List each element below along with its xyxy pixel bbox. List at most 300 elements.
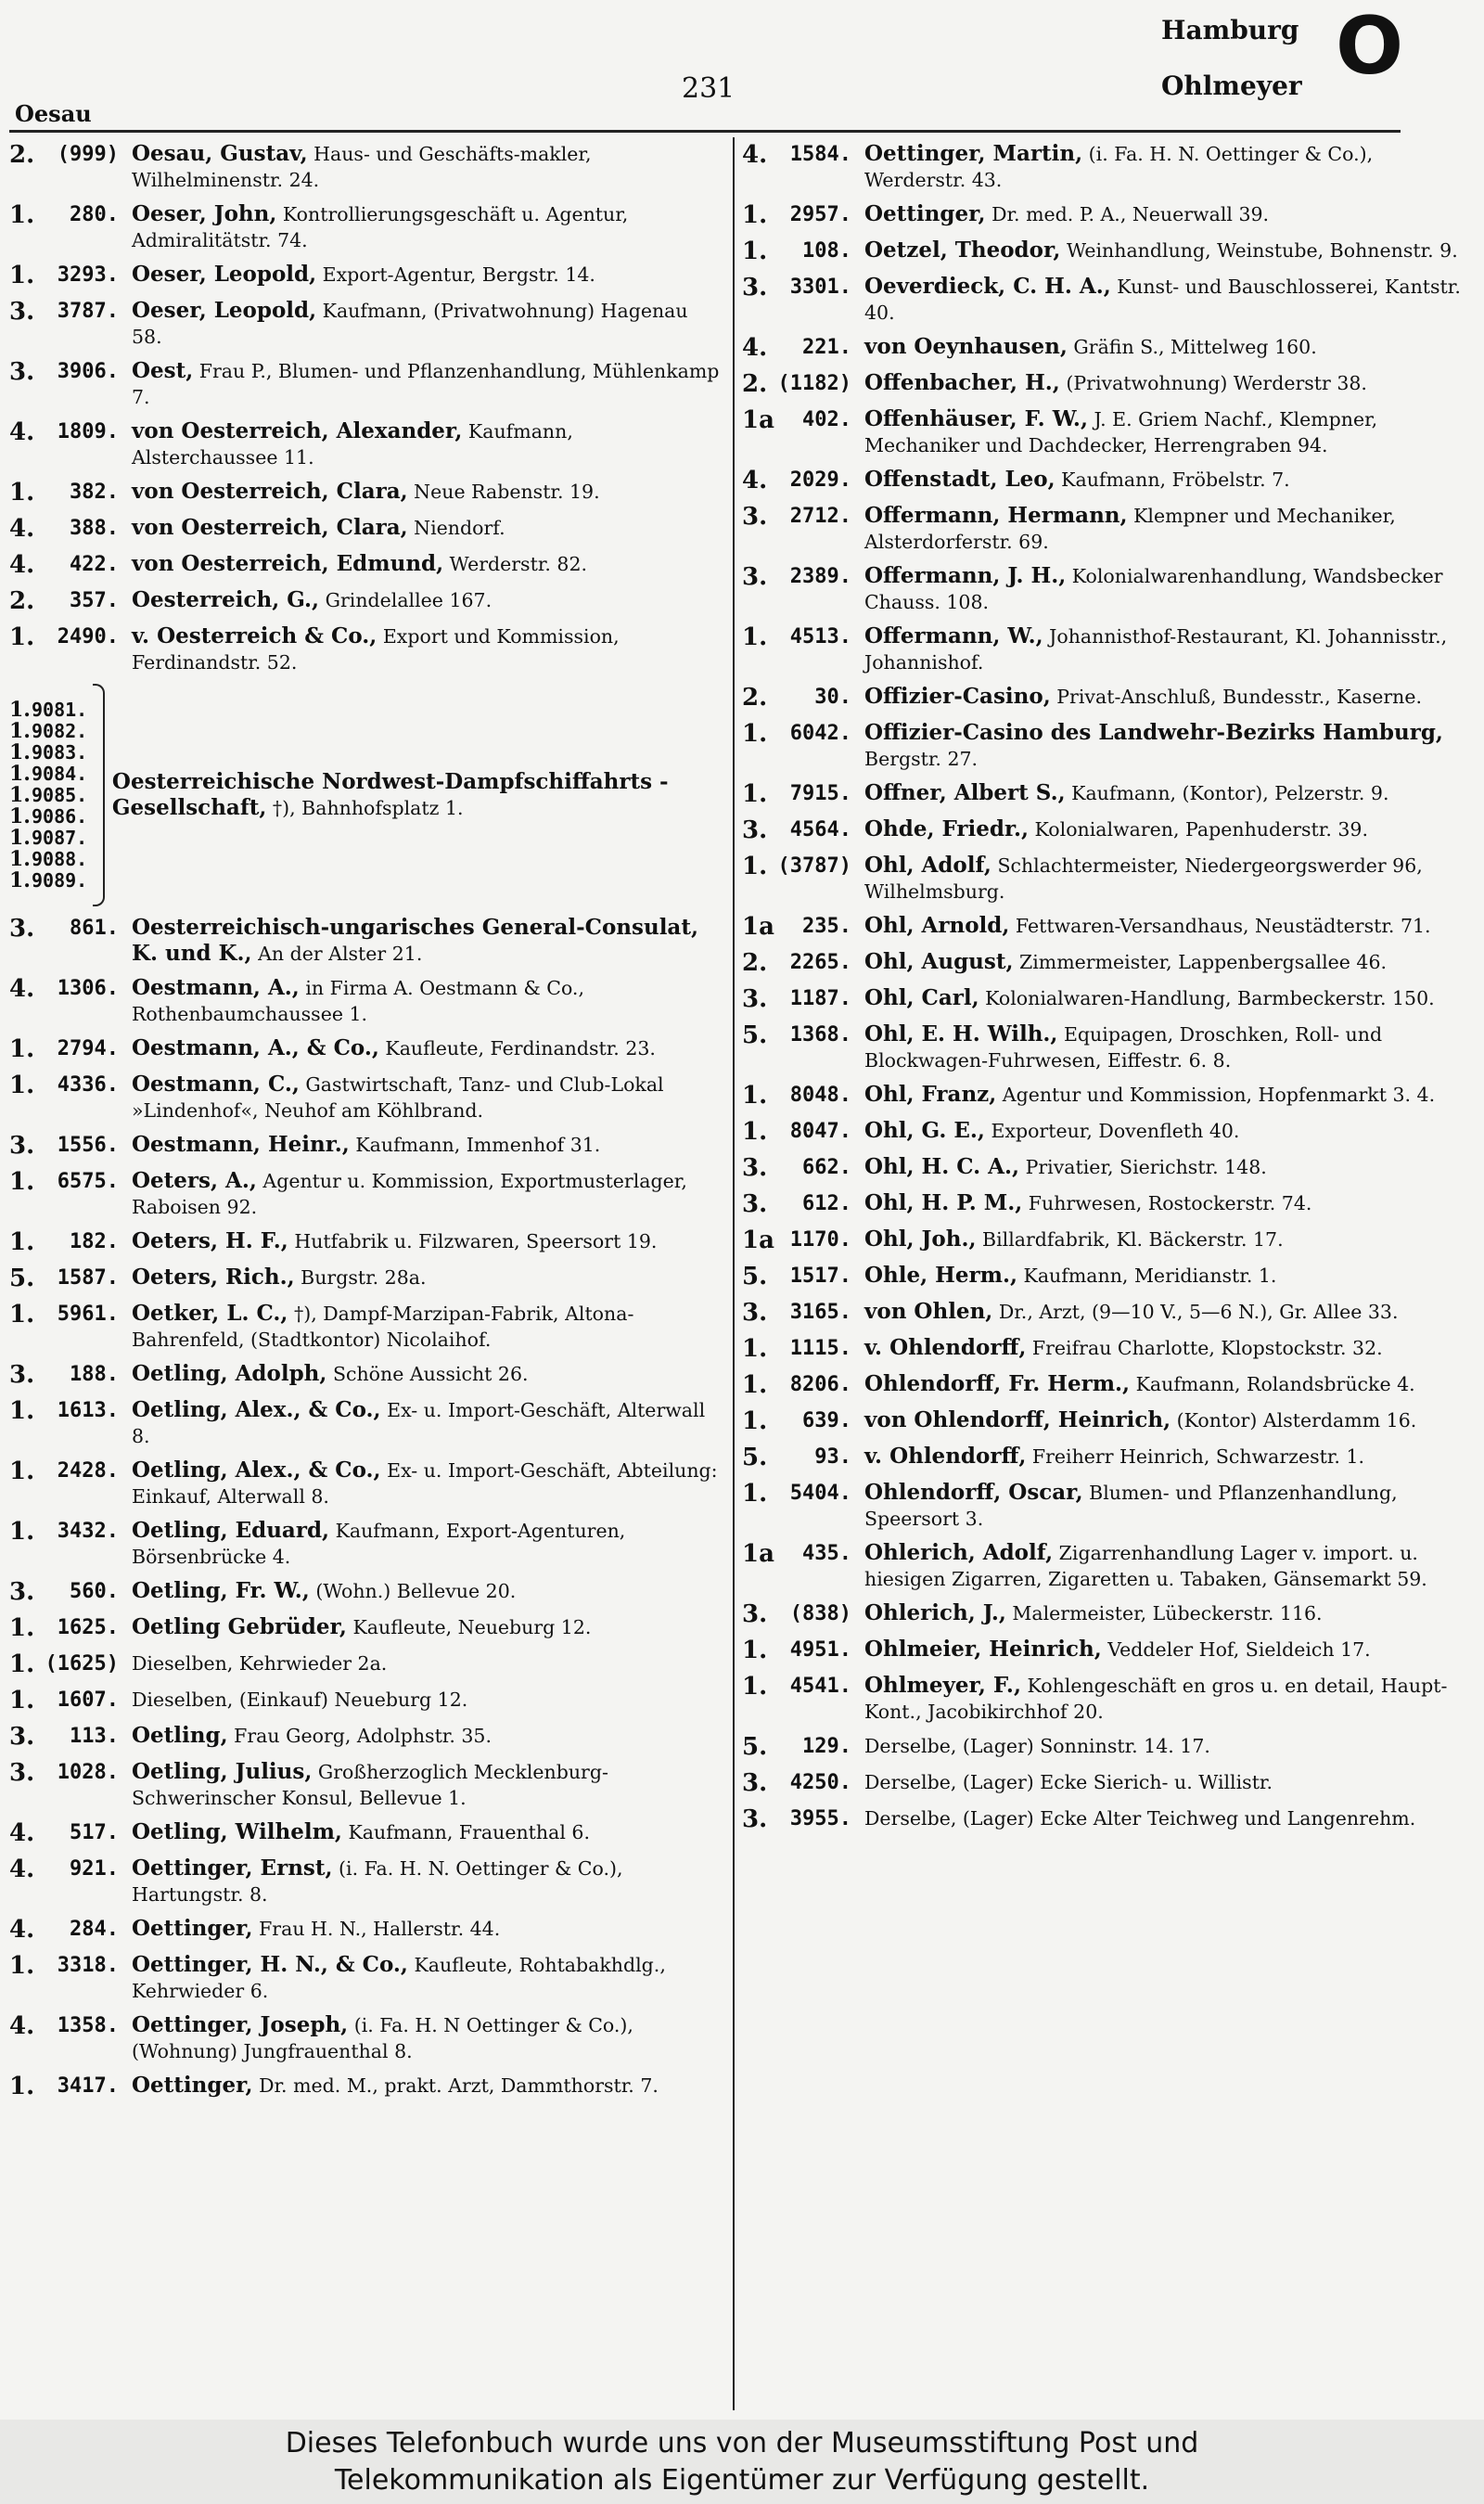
entry-name: Oettinger, Joseph, — [132, 2012, 349, 2037]
grouped-number-class: 1. — [9, 761, 31, 786]
entry-name: von Oesterreich, Clara, — [132, 479, 408, 504]
grouped-number: 9088. — [32, 847, 88, 870]
entry-number: 517. — [70, 1821, 119, 1844]
entry-body — [864, 1154, 1475, 1180]
entry-number: 7915. — [789, 782, 851, 805]
entry-body — [132, 623, 723, 675]
entry-name: Offizier-Casino des Landwehr-Bezirks Hamburg, — [864, 720, 1443, 745]
directory-entry — [742, 1733, 1475, 1761]
entry-number: 235. — [802, 915, 851, 938]
entry-detail: Fuhrwesen, Rostockerstr. 74. — [1028, 1192, 1312, 1214]
entry-detail: Veddeler Hof, Sieldeich 17. — [1107, 1638, 1371, 1661]
entry-body — [864, 201, 1475, 227]
entry-body — [864, 623, 1475, 675]
entry-detail: Kaufmann, Immenhof 31. — [355, 1134, 601, 1156]
entry-name: v. Oesterreich & Co., — [132, 623, 377, 648]
entry-class: 3. — [742, 985, 768, 1013]
entry-body — [864, 503, 1475, 555]
entry-number: 3293. — [57, 263, 119, 287]
directory-entry — [742, 1600, 1475, 1628]
directory-entry — [742, 720, 1475, 772]
entry-name: Oetling, — [132, 1723, 228, 1748]
entry-number: 560. — [70, 1580, 119, 1603]
entry-detail: Agentur und Kommission, Hopfenmarkt 3. 4. — [1002, 1084, 1436, 1106]
entry-number: 8047. — [789, 1120, 851, 1143]
entry-body — [864, 1637, 1475, 1663]
entry-class: 5. — [742, 1444, 768, 1471]
entry-detail: Hutfabrik u. Filzwaren, Speersort 19. — [294, 1230, 658, 1252]
entry-name: Ohl, H. P. M., — [864, 1190, 1023, 1215]
entry-name: Oettinger, Ernst, — [132, 1856, 333, 1881]
entry-body — [132, 1457, 723, 1509]
entry-name: Oetling, Eduard, — [132, 1518, 330, 1543]
entry-class: 1. — [742, 1082, 768, 1110]
entry-number: 357. — [70, 589, 119, 612]
entry-detail: Kaufmann, Rolandsbrücke 4. — [1135, 1373, 1415, 1395]
entry-name: Ohl, H. C. A., — [864, 1154, 1020, 1179]
directory-entry — [9, 1132, 723, 1160]
entry-number: 861. — [70, 917, 119, 940]
entry-detail: Kaufmann, Meridianstr. 1. — [1023, 1265, 1277, 1287]
entry-name: Oetling Gebrüder, — [132, 1614, 347, 1639]
grouped-number: 9087. — [32, 826, 88, 849]
header-city: Hamburg — [1161, 15, 1299, 45]
entry-number: (3787) — [777, 854, 851, 878]
entry-number: 2957. — [789, 203, 851, 226]
grouped-entry-detail: †), Bahnhofsplatz 1. — [272, 797, 464, 819]
entry-body — [132, 1132, 723, 1158]
entry-number: (838) — [789, 1602, 851, 1625]
entry-detail: Kohlengeschäft en gros u. en detail, Haupt-Kont., Jacobikirchhof 20. — [864, 1675, 1448, 1723]
entry-body — [864, 1021, 1475, 1073]
entry-detail: An der Alster 21. — [258, 943, 423, 965]
entry-body — [864, 1371, 1475, 1397]
entry-detail: (Kontor) Alsterdamm 16. — [1176, 1409, 1417, 1432]
entry-number: 3301. — [789, 276, 851, 299]
entry-class: 1. — [9, 1952, 35, 1980]
entry-body — [132, 201, 723, 253]
directory-entry — [9, 1687, 723, 1714]
entry-body — [132, 1228, 723, 1254]
directory-entry — [742, 1335, 1475, 1363]
entry-name: Oeser, Leopold, — [132, 298, 317, 323]
directory-entry — [742, 1226, 1475, 1254]
entry-class: 1. — [9, 2073, 35, 2100]
directory-entry — [9, 1819, 723, 1847]
entry-class: 1. — [742, 1673, 768, 1701]
grouped-number: 9089. — [32, 868, 88, 892]
directory-entry — [9, 1457, 723, 1509]
right-column — [742, 141, 1475, 1842]
entry-number: 4564. — [789, 818, 851, 841]
entry-class: 1. — [9, 623, 35, 651]
entry-name: Ohlerich, Adolf, — [864, 1540, 1054, 1565]
directory-entry — [742, 684, 1475, 712]
directory-entry — [9, 1228, 723, 1256]
directory-entry — [9, 298, 723, 350]
entry-number: 639. — [802, 1409, 851, 1432]
entry-class: 1. — [742, 720, 768, 748]
footer-line-1: Dieses Telefonbuch wurde uns von der Museumsstiftung Post und — [285, 2427, 1199, 2459]
entry-body — [132, 1614, 723, 1640]
entry-body — [864, 406, 1475, 458]
entry-detail: Ex- u. Import-Geschäft, Alterwall 8. — [132, 1399, 706, 1447]
entry-number: 284. — [70, 1918, 119, 1941]
entry-body — [132, 2073, 723, 2099]
entry-body — [864, 985, 1475, 1011]
directory-entry — [9, 1072, 723, 1124]
directory-entry — [9, 1856, 723, 1907]
entry-name: Oettinger, — [132, 1916, 253, 1941]
entry-body — [864, 334, 1475, 360]
entry-name: Oestmann, A., & Co., — [132, 1035, 379, 1060]
entry-name: von Ohlendorff, Heinrich, — [864, 1407, 1171, 1432]
entry-detail: Großherzoglich Mecklenburg-Schwerinscher Konsul, Bellevue 1. — [132, 1761, 608, 1809]
entry-detail: Derselbe, (Lager) Ecke Alter Teichweg und Langenrehm. — [864, 1807, 1416, 1830]
entry-body — [864, 1335, 1475, 1361]
directory-entry — [9, 915, 723, 967]
entry-class: 4. — [9, 975, 35, 1003]
entry-number: 388. — [70, 517, 119, 540]
entry-body — [132, 1952, 723, 2004]
entry-number: 1517. — [789, 1265, 851, 1288]
entry-body — [864, 1600, 1475, 1626]
entry-detail: Fettwaren-Versandhaus, Neustädterstr. 71. — [1015, 915, 1431, 937]
grouped-number: 9082. — [32, 719, 88, 742]
entry-body — [132, 551, 723, 577]
directory-entry — [9, 1614, 723, 1642]
entry-class: 2. — [742, 949, 768, 977]
entry-class: 3. — [9, 358, 35, 386]
entry-class: 1. — [742, 780, 768, 808]
entry-detail: Schöne Aussicht 26. — [332, 1363, 529, 1385]
entry-class: 3. — [742, 1299, 768, 1327]
entry-detail: Werderstr. 82. — [449, 553, 587, 575]
entry-class: 1. — [742, 1335, 768, 1363]
entry-body — [132, 1265, 723, 1291]
grouped-number-class: 1. — [9, 825, 31, 850]
entry-class: 3. — [742, 1805, 768, 1833]
grouped-numbers — [9, 697, 88, 892]
directory-entry — [742, 1540, 1475, 1592]
grouped-number-class: 1. — [9, 739, 31, 764]
entry-class: 3. — [742, 274, 768, 302]
entry-number: 1358. — [57, 2014, 119, 2037]
directory-entry — [742, 853, 1475, 905]
entry-detail: Dieselben, Kehrwieder 2a. — [132, 1652, 388, 1675]
entry-class: 1. — [9, 262, 35, 289]
curly-brace — [93, 684, 105, 906]
entry-detail: (i. Fa. H. N Oettinger & Co.), (Wohnung) Jungfrauenthal 8. — [132, 2014, 633, 2062]
entry-class: 3. — [742, 816, 768, 844]
entry-name: Oestmann, C., — [132, 1072, 300, 1097]
entry-class: 1a — [742, 1226, 774, 1254]
entry-class: 4. — [742, 334, 768, 362]
directory-entry — [9, 262, 723, 289]
entry-class: 1. — [742, 1637, 768, 1664]
entry-name: Oeters, A., — [132, 1168, 257, 1193]
directory-entry — [742, 1444, 1475, 1471]
entry-class: 1. — [9, 201, 35, 229]
entry-name: Oetzel, Theodor, — [864, 238, 1061, 263]
entry-detail: Johannisthof-Restaurant, Kl. Johannisstr., Johannishof. — [864, 625, 1448, 674]
directory-entry — [9, 623, 723, 675]
entry-body — [132, 515, 723, 541]
page-number: 231 — [682, 72, 736, 105]
entry-class: 1. — [9, 1650, 35, 1678]
entry-number: 422. — [70, 553, 119, 576]
entry-detail: in Firma A. Oestmann & Co., Rothenbaumchaussee 1. — [132, 977, 584, 1025]
entry-class: 2. — [9, 587, 35, 615]
grouped-number-row — [9, 761, 88, 786]
directory-entry — [9, 1168, 723, 1220]
entry-detail: Dr. med. M., prakt. Arzt, Dammthorstr. 7. — [259, 2074, 659, 2097]
entry-detail: Ex- u. Import-Geschäft, Abteilung: Einkauf, Alterwall 8. — [132, 1459, 718, 1508]
entry-detail: Gastwirtschaft, Tanz- und Club-Lokal »Lindenhof«, Neuhof am Köhlbrand. — [132, 1073, 664, 1122]
grouped-number-class: 1. — [9, 718, 31, 743]
entry-class: 3. — [742, 1154, 768, 1182]
entry-number: 108. — [802, 239, 851, 263]
entry-detail: Frau H. N., Hallerstr. 44. — [259, 1918, 501, 1940]
entry-name: Ohl, E. H. Wilh., — [864, 1021, 1058, 1047]
entry-number: 1368. — [789, 1023, 851, 1047]
entry-class: 1. — [9, 479, 35, 507]
entry-class: 1. — [742, 1371, 768, 1399]
directory-entry — [742, 563, 1475, 615]
directory-entry — [742, 1118, 1475, 1146]
entry-body — [132, 587, 723, 613]
entry-number: 2265. — [789, 951, 851, 974]
directory-entry — [9, 1916, 723, 1944]
entry-detail: Frau P., Blumen- und Pflanzenhandlung, Mühlenkamp 7. — [132, 360, 720, 408]
footer-notice — [0, 2420, 1484, 2504]
header-left-term: Oesau — [15, 100, 92, 127]
entry-number: 6575. — [57, 1170, 119, 1193]
entry-class: 4. — [9, 551, 35, 579]
entry-number: 1028. — [57, 1761, 119, 1784]
entry-body — [864, 274, 1475, 326]
entry-body — [864, 1805, 1475, 1831]
entry-name: Oestmann, A., — [132, 975, 300, 1000]
grouped-number: 9084. — [32, 762, 88, 785]
entry-detail: Kolonialwarenhandlung, Wandsbecker Chauss. 108. — [864, 565, 1443, 613]
entry-name: von Ohlen, — [864, 1299, 993, 1324]
entry-number: 182. — [70, 1230, 119, 1253]
entry-name: Oetling, Adolph, — [132, 1361, 327, 1386]
entry-class: 1. — [9, 1457, 35, 1485]
entry-name: Ohl, Adolf, — [864, 853, 991, 878]
entry-name: Offenstadt, Leo, — [864, 467, 1055, 492]
entry-body — [864, 1263, 1475, 1289]
entry-detail: Privat-Anschluß, Bundesstr., Kaserne. — [1056, 686, 1423, 708]
directory-entry — [742, 1021, 1475, 1073]
grouped-entry — [9, 684, 723, 906]
directory-entry — [742, 985, 1475, 1013]
grouped-number: 9085. — [32, 783, 88, 806]
grouped-number: 9081. — [32, 698, 88, 721]
entry-detail: Dr. med. P. A., Neuerwall 39. — [991, 203, 1270, 225]
entry-body — [132, 479, 723, 505]
directory-entry — [742, 1154, 1475, 1182]
entry-body — [864, 1540, 1475, 1592]
directory-entry — [742, 141, 1475, 193]
entry-detail: (Wohn.) Bellevue 20. — [315, 1580, 517, 1602]
entry-detail: Dieselben, (Einkauf) Neueburg 12. — [132, 1689, 468, 1711]
entry-number: 4951. — [789, 1638, 851, 1662]
entry-name: Oestmann, Heinr., — [132, 1132, 350, 1157]
entry-number: (999) — [57, 143, 119, 166]
entry-number: 3432. — [57, 1520, 119, 1543]
directory-entry — [742, 816, 1475, 844]
directory-entry — [742, 1371, 1475, 1399]
directory-entry — [742, 1407, 1475, 1435]
entry-name: Ohl, Franz, — [864, 1082, 997, 1107]
entry-body — [864, 238, 1475, 263]
entry-class: 5. — [742, 1263, 768, 1291]
entry-name: von Oeynhausen, — [864, 334, 1068, 359]
entry-number: 1556. — [57, 1134, 119, 1157]
directory-entry — [9, 515, 723, 543]
directory-entry — [742, 1769, 1475, 1797]
entry-class: 3. — [9, 1723, 35, 1751]
entry-number: 4336. — [57, 1073, 119, 1097]
entry-class: 3. — [742, 1769, 768, 1797]
entry-class: 1. — [9, 1614, 35, 1642]
grouped-number-class: 1. — [9, 846, 31, 871]
grouped-number-row — [9, 782, 88, 807]
entry-detail: Kaufleute, Neueburg 12. — [352, 1616, 592, 1638]
entry-body — [132, 2012, 723, 2064]
entry-body — [864, 1769, 1475, 1795]
entry-class: 4. — [742, 141, 768, 169]
entry-name: Offizier-Casino, — [864, 684, 1051, 709]
entry-detail: Weinhandlung, Weinstube, Bohnenstr. 9. — [1066, 239, 1458, 262]
directory-entry — [9, 1578, 723, 1606]
entry-body — [864, 1480, 1475, 1532]
directory-entry — [9, 1397, 723, 1449]
entry-name: Oeser, John, — [132, 201, 277, 226]
entry-body — [864, 1190, 1475, 1216]
entry-number: 1187. — [789, 987, 851, 1010]
grouped-number-row — [9, 739, 88, 764]
entry-class: 4. — [9, 1819, 35, 1847]
entry-detail: Haus- und Geschäfts-makler, Wilhelminenstr. 24. — [132, 143, 592, 191]
entry-body — [864, 720, 1475, 772]
entry-body — [132, 1035, 723, 1061]
entry-detail: Blumen- und Pflanzenhandlung, Speersort 3. — [864, 1482, 1398, 1530]
grouped-entry-body — [112, 769, 723, 821]
entry-name: von Oesterreich, Edmund, — [132, 551, 444, 576]
entry-body — [132, 1168, 723, 1220]
entry-name: von Oesterreich, Clara, — [132, 515, 408, 540]
entry-name: Oetling, Alex., & Co., — [132, 1457, 381, 1483]
entry-class: 1. — [742, 238, 768, 265]
grouped-number-row — [9, 697, 88, 722]
entry-name: Oetker, L. C., — [132, 1301, 288, 1326]
entry-body — [132, 1397, 723, 1449]
entry-detail: (Privatwohnung) Werderstr 38. — [1066, 372, 1367, 394]
entry-number: 2490. — [57, 625, 119, 648]
entry-detail: Derselbe, (Lager) Ecke Sierich- u. Willistr. — [864, 1771, 1273, 1793]
entry-number: 113. — [70, 1725, 119, 1748]
entry-number: 4541. — [789, 1675, 851, 1698]
entry-class: 3. — [9, 1132, 35, 1160]
entry-number: 435. — [802, 1542, 851, 1565]
entry-number: 921. — [70, 1857, 119, 1881]
entry-class: 3. — [742, 1600, 768, 1628]
directory-entry — [742, 1299, 1475, 1327]
entry-class: 3. — [9, 1578, 35, 1606]
entry-class: 1a — [742, 406, 774, 434]
entry-detail: Schlachtermeister, Niedergeorgswerder 96, Wilhelmsburg. — [864, 854, 1423, 903]
entry-name: Ohl, G. E., — [864, 1118, 985, 1143]
entry-detail: Privatier, Sierichstr. 148. — [1025, 1156, 1267, 1178]
entry-name: Ohlmeier, Heinrich, — [864, 1637, 1102, 1662]
entry-class: 1. — [9, 1518, 35, 1546]
entry-number: 1587. — [57, 1266, 119, 1290]
directory-entry — [742, 1190, 1475, 1218]
entry-body — [132, 1361, 723, 1387]
grouped-number-class: 1. — [9, 697, 31, 722]
entry-body — [864, 467, 1475, 493]
entry-body — [132, 1518, 723, 1570]
entry-name: Oesau, Gustav, — [132, 141, 308, 166]
directory-entry — [742, 1673, 1475, 1725]
entry-class: 1a — [742, 1540, 774, 1568]
directory-entry — [9, 141, 723, 193]
entry-body — [132, 1723, 723, 1749]
entry-name: Ohl, August, — [864, 949, 1014, 974]
grouped-number-row — [9, 718, 88, 743]
entry-class: 2. — [742, 684, 768, 712]
entry-body — [132, 262, 723, 288]
entry-number: 221. — [802, 336, 851, 359]
entry-detail: Freiherr Heinrich, Schwarzestr. 1. — [1031, 1445, 1365, 1468]
entry-class: 4. — [9, 2012, 35, 2040]
entry-body — [864, 684, 1475, 710]
entry-body — [864, 949, 1475, 975]
entry-number: 1809. — [57, 420, 119, 443]
entry-name: Offenbacher, H., — [864, 370, 1060, 395]
entry-body — [864, 563, 1475, 615]
entry-class: 1. — [9, 1397, 35, 1425]
entry-body — [864, 1444, 1475, 1470]
directory-entry — [9, 551, 723, 579]
entry-number: 1115. — [789, 1337, 851, 1360]
entry-detail: Malermeister, Lübeckerstr. 116. — [1012, 1602, 1323, 1624]
entry-detail: Gräfin S., Mittelweg 160. — [1073, 336, 1317, 358]
entry-detail: Bergstr. 27. — [864, 748, 979, 770]
entry-detail: Neue Rabenstr. 19. — [414, 481, 600, 503]
entry-name: Oettinger, — [132, 2073, 253, 2098]
entry-body — [132, 358, 723, 410]
entry-detail: Kaufmann, Export-Agenturen, Börsenbrücke 4. — [132, 1520, 626, 1568]
grouped-number-class: 1. — [9, 803, 31, 828]
entry-detail: Kaufmann, Frauenthal 6. — [348, 1821, 590, 1843]
entry-detail: J. E. Griem Nachf., Klempner, Mechaniker und Dachdecker, Herrengraben 94. — [864, 408, 1378, 456]
entry-detail: Zigarrenhandlung Lager v. import. u. hiesigen Zigarren, Zigaretten u. Tabaken, Gänsemarkt 59. — [864, 1542, 1427, 1590]
directory-entry — [742, 949, 1475, 977]
entry-number: 5961. — [57, 1303, 119, 1326]
entry-body — [864, 780, 1475, 806]
directory-entry — [9, 1035, 723, 1063]
entry-body — [132, 1301, 723, 1353]
entry-number: 612. — [802, 1192, 851, 1215]
entry-number: 2712. — [789, 505, 851, 528]
footer-line-2: Telekommunikation als Eigentümer zur Verfügung gestellt. — [334, 2464, 1150, 2497]
entry-number: 129. — [802, 1735, 851, 1758]
entry-number: 3318. — [57, 1954, 119, 1977]
